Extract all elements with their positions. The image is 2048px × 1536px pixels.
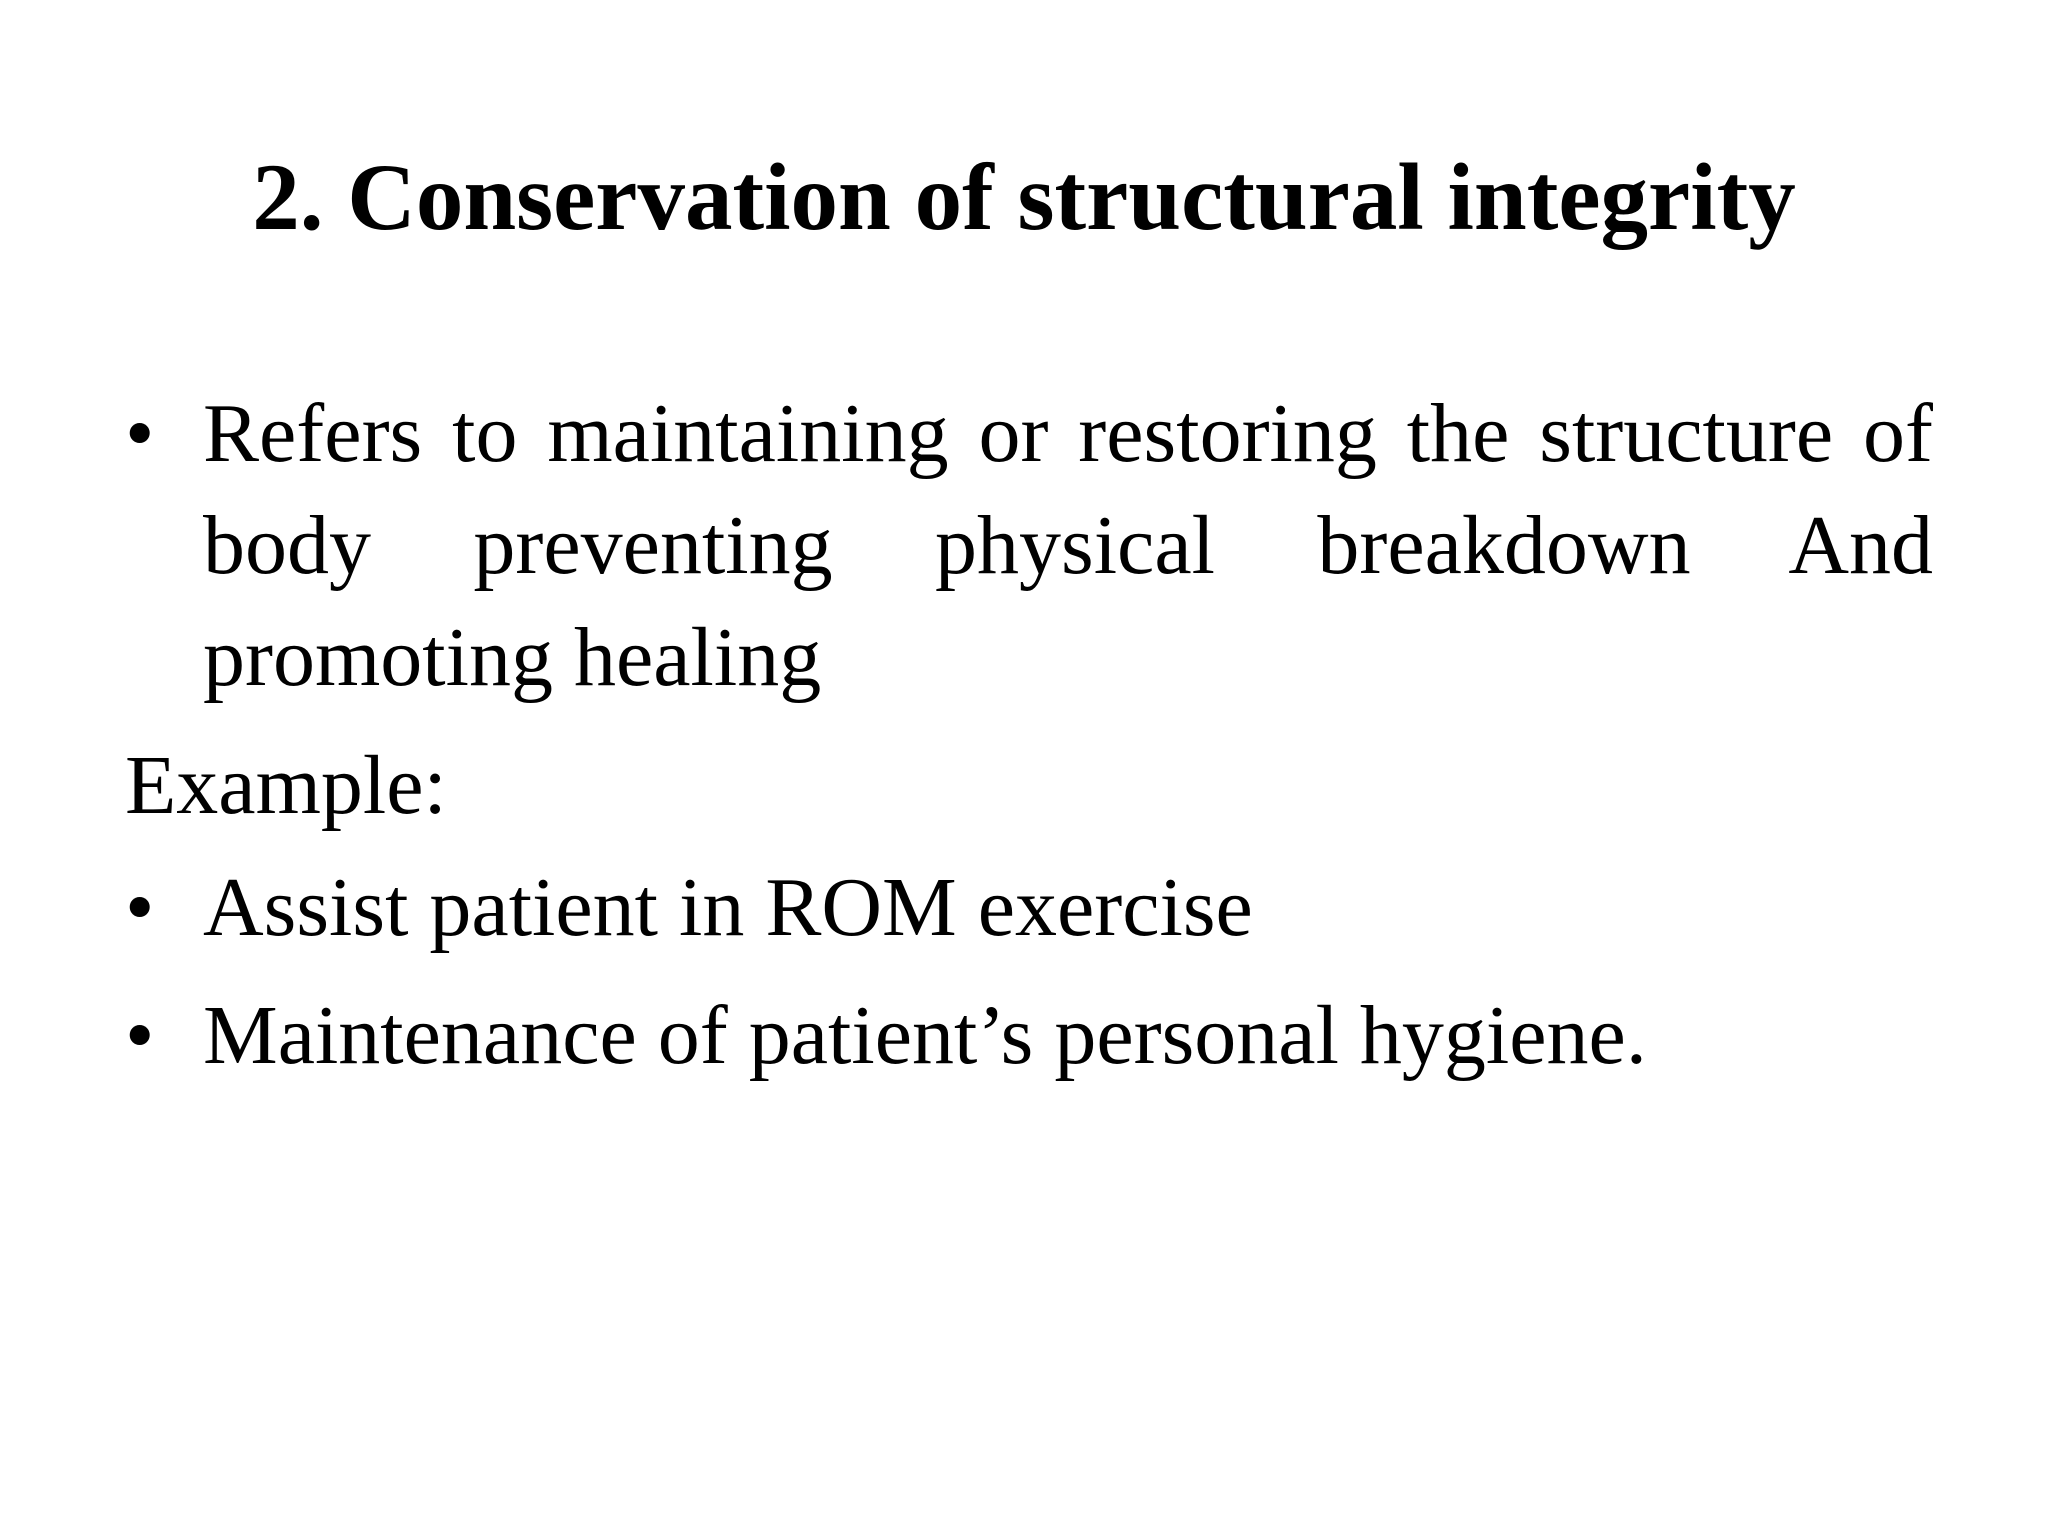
example-text-2: Maintenance of patient’s personal hygiene. bbox=[203, 989, 1647, 1082]
bullet-icon: • bbox=[125, 387, 155, 480]
example-text-1: Assist patient in ROM exercise bbox=[203, 861, 1253, 954]
example-bullet-1 bbox=[125, 852, 1933, 964]
example-bullet-2 bbox=[125, 980, 1933, 1092]
slide-body bbox=[125, 378, 1933, 1100]
bullet-icon: • bbox=[125, 861, 155, 954]
slide-title: 2. Conservation of structural integrity bbox=[252, 144, 1796, 250]
definition-text: Refers to maintaining or restoring the structure of body preventing physical breakdown And promoting healing bbox=[203, 387, 1933, 704]
definition-bullet bbox=[125, 378, 1933, 714]
bullet-icon: • bbox=[125, 989, 155, 1082]
example-label: Example: bbox=[125, 739, 447, 832]
